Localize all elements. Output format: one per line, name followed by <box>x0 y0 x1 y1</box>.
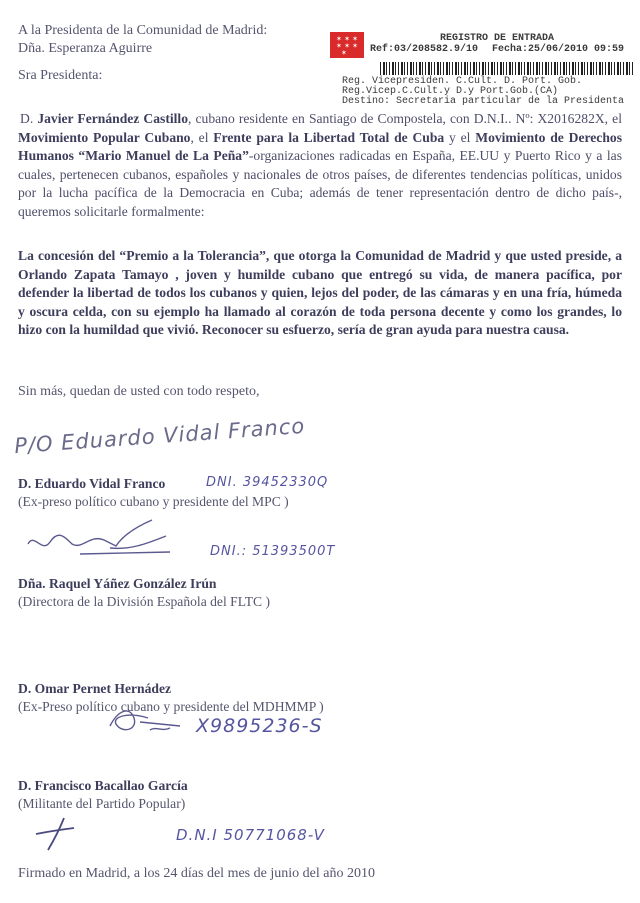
barcode <box>380 62 635 75</box>
signatory-4-name: D. Francisco Bacallao García <box>18 778 188 793</box>
registry-stamp-ref: Ref:03/208582.9/10 <box>370 44 479 55</box>
request-paragraph: La concesión del “Premio a la Tolerancia”, que otorga la Comunidad de Madrid y que usted preside, a Orlando Zapata Tamayo , joven y humilde cubano que entregó su vida, de manera pacífica, por defender la libertad de todos los cubanos y quien, lejos del poder, de las cámaras y en una fría, húmeda y oscura celda, con su ejemplo ha llamado al corazón de toda persona decente y como los grandes, lo hizo con la humildad que vivió. Reconocer su esfuerzo, sería de gran ayuda para nuestra causa. <box>18 248 622 337</box>
signatory-1-name: D. Eduardo Vidal Franco <box>18 476 166 491</box>
signing-date-line: Firmado en Madrid, a los 24 días del mes de junio del año 2010 <box>18 866 375 881</box>
signatory-4-role: (Militante del Partido Popular) <box>18 796 186 811</box>
signatory-1-dni: DNI. 39452330Q <box>206 475 329 490</box>
signature-eduardo-vidal: P/O Eduardo Vidal Franco <box>13 413 306 459</box>
recipient-line-2: Dña. Esperanza Aguirre <box>18 41 153 56</box>
registry-stamp-date: Fecha:25/06/2010 09:59 <box>492 44 625 55</box>
recipient-line-1: A la Presidenta de la Comunidad de Madrid: <box>18 23 268 38</box>
signatory-3-name: D. Omar Pernet Hernádez <box>18 681 172 696</box>
signatory-1-role: (Ex-preso político cubano y presidente del MPC ) <box>18 494 289 509</box>
registry-stamp-line-3: Destino: Secretaria particular de la Presidenta <box>342 96 625 107</box>
madrid-community-logo-icon: ✶ ✶ ✶ ✶ ✶ ✶ ✶ <box>330 32 364 58</box>
signatory-3-id: X9895236-S <box>196 715 323 737</box>
body-paragraph: D. Javier Fernández Castillo, cubano residente en Santiago de Compostela, con D.N.I.. Nº: X2016282X, el Movimiento Popular Cubano, el Frente para la Libertad Total de Cuba y el Movimiento de Derechos Humanos “Mario Manuel de La Peña”-organizaciones radicadas en España, EE.UU y Puerto Rico y a las cuales, pertenecen cubanos, españoles y nacionales de otros países, de diferentes tendencias políticas, unidos por la lucha pacífica de la Democracia en Cuba; además de tener representación dentro de dicho país-, queremos solicitarle formalmente: <box>18 111 622 219</box>
signature-raquel-yanez <box>20 514 180 564</box>
registry-stamp-line-2: Reg.Vicep.C.Cult.y D.y Port.Gob.(CA) <box>342 86 559 97</box>
signatory-3-role: (Ex-Preso político cubano y presidente del MDHMMP ) <box>18 699 324 714</box>
signature-omar-pernet <box>100 700 190 740</box>
registry-stamp-line-1: Reg. Vicepresiden. C.Cult. D. Port. Gob. <box>342 76 583 87</box>
signature-francisco-bacallao <box>30 814 90 854</box>
signatory-4-dni: D.N.I 50771068-V <box>176 826 325 844</box>
signatory-2-name: Dña. Raquel Yáñez González Irún <box>18 576 217 591</box>
greeting: Sra Presidenta: <box>18 68 103 83</box>
registry-stamp-title: REGISTRO DE ENTRADA <box>440 33 555 44</box>
signatory-2-role: (Directora de la División Española del FLTC ) <box>18 594 271 609</box>
closing-line: Sin más, quedan de usted con todo respeto, <box>18 384 260 399</box>
signatory-2-dni: DNI.: 51393500T <box>210 544 336 559</box>
